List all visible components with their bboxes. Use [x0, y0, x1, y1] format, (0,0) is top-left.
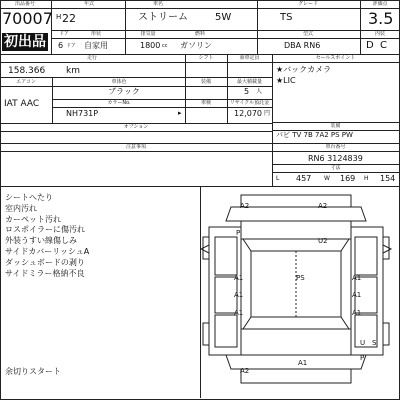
mark-a1-bottom: A1	[298, 359, 308, 367]
size-width-prefix: W	[324, 175, 330, 182]
mark-a1-left-1: A1	[234, 274, 244, 282]
mark-a1-right-2: A1	[352, 291, 362, 299]
remarks-list	[5, 193, 89, 279]
seats-unit: 人	[256, 88, 263, 95]
remark-item: サイドミラー格納不良	[5, 268, 85, 278]
colorcode-value: NH731P	[66, 109, 99, 118]
equipment-label: セールスポイント	[315, 55, 356, 61]
mileage-unit: km	[66, 66, 80, 76]
outer-score: C	[380, 40, 387, 51]
size-width: 169	[340, 174, 356, 183]
color-value: ブラック	[108, 87, 140, 96]
mileage-value: 158.366	[8, 66, 46, 76]
model-name: ストリーム	[138, 12, 188, 23]
remark-item: シートへたり	[5, 193, 53, 202]
option-label: 装備	[200, 79, 211, 85]
transmission-value: IAT AAC	[4, 99, 40, 109]
recycle-unit: 円	[264, 110, 271, 117]
size-label: 寸法	[330, 165, 341, 171]
mark-p-left: P	[236, 229, 241, 237]
year-prefix: H	[56, 13, 62, 21]
ac-label: エアコン	[16, 79, 36, 85]
seats-value: 5	[244, 87, 250, 96]
first-listing-badge: 初出品	[4, 34, 46, 50]
seat-label: 乗車定員	[239, 55, 260, 61]
size-height: 154	[380, 174, 396, 183]
fuel-value: ガソリン	[180, 41, 212, 50]
model-label: 車名	[152, 1, 163, 7]
doors-value: 6	[58, 41, 64, 50]
doors-unit: ドア	[66, 43, 76, 49]
shape-value: 自家用	[84, 41, 108, 50]
lot-label: 出品番号	[14, 1, 35, 7]
displacement-value: 1800	[140, 41, 161, 50]
model-code-value: DBA RN6	[284, 41, 321, 50]
colorcode-label: カラーNo.	[107, 100, 131, 106]
remark-item: 外装うすい線傷しみ	[5, 236, 77, 246]
score-value: 3.5	[368, 9, 394, 28]
displacement-unit: cc	[162, 43, 168, 49]
remark-item: カーペット汚れ	[5, 214, 61, 224]
mark-a1-right-1: A1	[352, 274, 362, 282]
model-code-label: 型式	[302, 31, 313, 37]
inner-score: D	[366, 40, 374, 51]
remark-item: ダッシュボードの剥り	[5, 257, 85, 267]
size-length-prefix: L	[276, 175, 280, 182]
shape-label: 形状	[90, 31, 101, 37]
mark-a2-bottom: A2	[240, 367, 250, 375]
options-label: オプション	[123, 124, 149, 130]
mark-a1-right-3: A1	[352, 309, 362, 317]
mileage-label: 走行	[86, 55, 97, 61]
remarks-footer: 余切りスタート	[5, 367, 61, 376]
remark-item: 室内汚れ	[5, 203, 37, 213]
grade-label: グレード	[297, 1, 318, 7]
remark-item: サイドカバーリッシュA	[5, 246, 90, 256]
shift-label: シフト	[198, 55, 214, 61]
model-trim: 5W	[215, 12, 232, 23]
vin-value: RN6 3124839	[308, 154, 363, 163]
sales-point-2: ★LIC	[276, 76, 296, 85]
mark-u2-center: U2	[318, 237, 328, 245]
sales-point-1: ★バックカメラ	[276, 65, 332, 74]
color-label: 車体色	[111, 79, 127, 85]
mark-a1-left-3: A1	[234, 309, 244, 317]
grade-value: TS	[280, 12, 293, 23]
fuel-label: 燃料	[194, 31, 205, 37]
mark-ps-center: PS	[296, 274, 305, 282]
doors-label: ドア	[59, 31, 69, 37]
mark-a2-top-right: A2	[318, 202, 328, 210]
mark-a1-left-2: A1	[234, 291, 244, 299]
size-length: 457	[296, 174, 312, 183]
load-label: 最大積載量	[236, 79, 262, 85]
lot-number: 70007	[2, 9, 53, 28]
cc-label: 排気量	[140, 31, 156, 37]
inspection-label: 車検	[200, 100, 211, 106]
mark-u-right: U	[360, 339, 366, 347]
size-height-prefix: H	[364, 175, 369, 182]
inner-label: 内装	[374, 31, 385, 37]
vin-label: 車台番号	[325, 144, 346, 150]
remark-item: ロスポイラーに傷汚れ	[5, 225, 85, 235]
recycle-label: リサイクル預託金	[229, 100, 270, 106]
option-equipment-label: 装備	[330, 123, 341, 129]
mark-p-bottom-right: P	[360, 354, 365, 362]
year-label: 年式	[83, 1, 94, 7]
mark-a2-top-left: A2	[240, 202, 250, 210]
score-label: 評価点	[372, 1, 388, 7]
notes-label: 注意事項	[125, 144, 146, 150]
year-value: 22	[62, 12, 76, 25]
colorcode-arrow-icon: ▸	[178, 109, 182, 117]
recycle-value: 12,070	[234, 109, 262, 118]
equipment-value: パビ TV 7B 7A2 PS PW	[276, 131, 353, 139]
mark-s-right: S	[372, 339, 377, 347]
